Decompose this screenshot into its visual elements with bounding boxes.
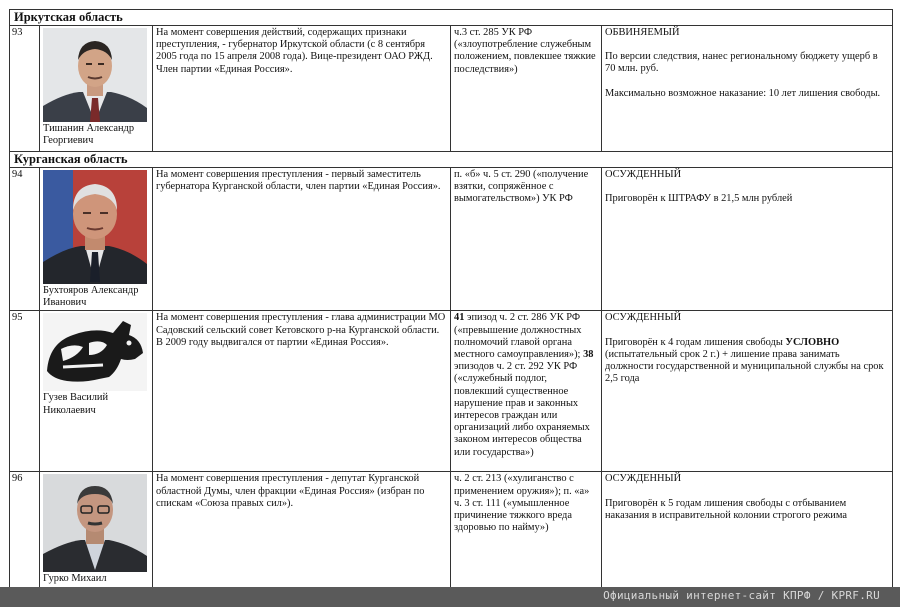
status-label: ОСУЖДЕННЫЙ: [605, 312, 682, 324]
status-detail: Максимально возможное наказание: 10 лет лишения свободы.: [605, 87, 881, 99]
region-row-irkutsk: [10, 10, 893, 26]
status-label: ОБВИНЯЕМЫЙ: [605, 27, 680, 38]
person-cell: [40, 311, 153, 472]
row-number: 94: [10, 168, 40, 311]
person-name: Гузев Василий Николаевич: [43, 392, 109, 416]
convictions-table: [9, 9, 893, 602]
status-cell: [602, 168, 893, 311]
circumstances-cell: На момент совершения действий, содержащих признаки преступления, - губернатор Иркутской области (с 8 сентября 2005 года по 15 апреля 2008 года). Вице-президент ОАО РЖД. Член партии «Единая Россия».: [153, 26, 451, 152]
watermark-text: Официальный интернет-сайт КПРФ / KPRF.RU: [603, 589, 880, 602]
row-number: 93: [10, 26, 40, 152]
status-cell: [602, 26, 893, 152]
region-title: Иркутская область: [10, 10, 893, 26]
article-cell: п. «б» ч. 5 ст. 290 («получение взятки, сопряжённое с вымогательством») УК РФ: [451, 168, 602, 311]
status-cell: [602, 311, 893, 472]
table-row: [10, 311, 893, 472]
circumstances-cell: На момент совершения преступления - первый заместитель губернатора Курганской области, член партии «Единая Россия».: [153, 168, 451, 311]
person-name: Гурко Михаил: [43, 573, 107, 585]
circumstances-cell: На момент совершения преступления - депутат Курганской областной Думы, член фракции «Единая Россия» (избран по спискам «Союза правых сил»).: [153, 472, 451, 602]
status-label: ОСУЖДЕННЫЙ: [605, 169, 682, 180]
table-row: [10, 168, 893, 311]
status-detail: Приговорён к ШТРАФУ в 21,5 млн рублей: [605, 193, 793, 205]
status-detail: По версии следствия, нанес региональному бюджету ущерб в 70 млн. руб.: [605, 51, 878, 75]
circumstances-cell: На момент совершения преступления - глава администрации МО Садовский сельский совет Кетовского р-на Курганской области. В 2009 году выдвигался от партии «Единая Россия».: [153, 311, 451, 472]
person-name: Тишанин Александр Георгиевич: [43, 123, 135, 147]
status-detail: Приговорён к 4 годам лишения свободы УСЛОВНО (испытательный срок 2 г.) + лишение права занимать должности государственной и муниципальной службы на срок 2,5 года: [605, 336, 884, 385]
article-cell: 41 эпизод ч. 2 ст. 286 УК РФ («превышение должностных полномочий главой органа местного самоуправления»); 38 эпизодов ч. 2 ст. 292 УК РФ («служебный подлог, повлекший существенное нарушение прав и законных интересов граждан или организаций либо охраняемых законом интересов общества или государства»): [451, 311, 602, 472]
person-cell: [40, 168, 153, 311]
row-number: 95: [10, 311, 40, 472]
person-photo: [43, 28, 147, 122]
region-title: Курганская область: [10, 152, 893, 168]
article-cell: ч. 2 ст. 213 («хулиганство с применением оружия»); п. «а» ч. 3 ст. 111 («умышленное причинение тяжкого вреда здоровью по найму»): [451, 472, 602, 602]
person-name: Бухтояров Александр Иванович: [43, 285, 139, 309]
person-cell: [40, 472, 153, 602]
status-cell: [602, 472, 893, 602]
person-photo: [43, 170, 147, 284]
region-row-kurgan: [10, 152, 893, 168]
table-row: [10, 26, 893, 152]
status-detail: Приговорён к 5 годам лишения свободы с отбыванием наказания в исправительной колонии строгого режима: [605, 497, 847, 521]
party-logo-image: [43, 313, 147, 391]
person-photo: [43, 474, 147, 572]
row-number: 96: [10, 472, 40, 602]
person-cell: [40, 26, 153, 152]
status-label: ОСУЖДЕННЫЙ: [605, 473, 682, 485]
article-cell: ч.3 ст. 285 УК РФ («злоупотребление служебным положением, повлекшее тяжкие последствия»): [451, 26, 602, 152]
table-row: [10, 472, 893, 602]
